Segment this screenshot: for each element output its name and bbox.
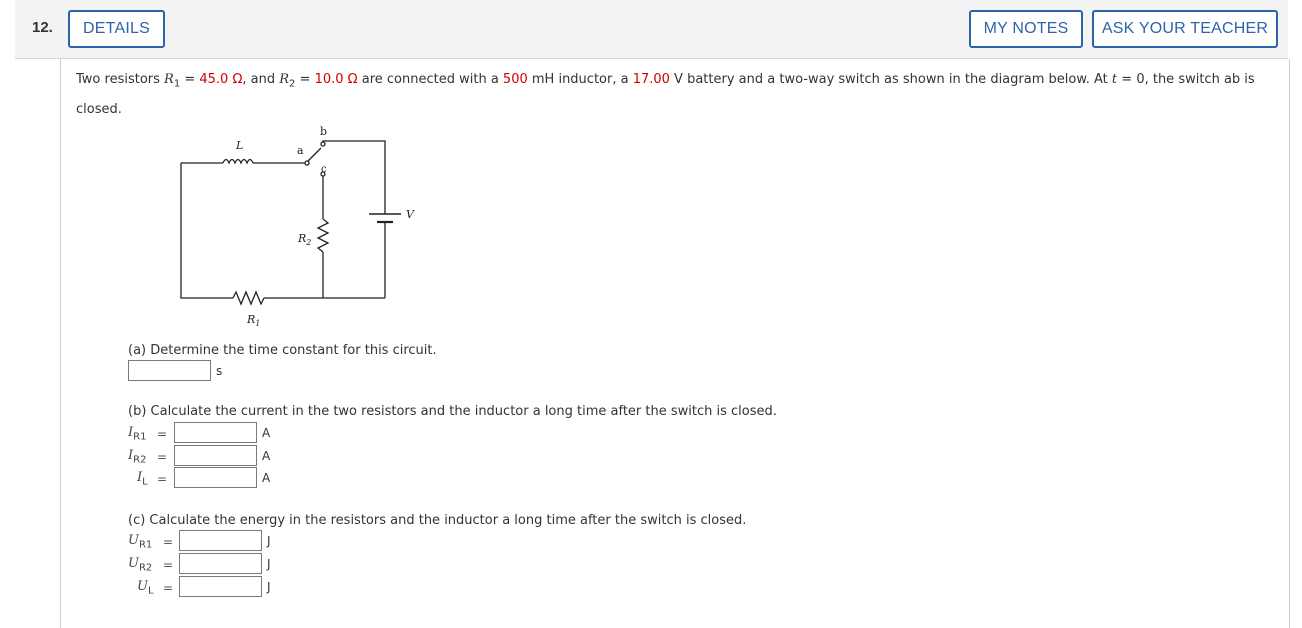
ir1-unit: A [262, 426, 271, 440]
circuit-diagram [161, 114, 414, 339]
label-r1: $R_1$ [247, 313, 261, 328]
part-a-input[interactable] [128, 360, 211, 381]
ul-label: $U_L$ [137, 579, 154, 597]
label-r2: $R_2$ [298, 232, 312, 247]
r2-resistor [318, 219, 328, 252]
switch-arm [308, 148, 321, 161]
ur1-label: $U_{R1}$ [128, 533, 153, 551]
label-v: V [406, 208, 414, 221]
ur1-equals: = [163, 535, 174, 549]
ul-input[interactable] [179, 576, 262, 597]
ir2-label: $I_{R2}$ [128, 448, 147, 466]
question-number: 12. [32, 19, 53, 36]
part-c-question: (c) Calculate the energy in the resistors and the inductor a long time after the switch is closed. [128, 513, 747, 528]
il-unit: A [262, 471, 271, 485]
voltage-value: 17.00 [632, 72, 670, 87]
label-b: b [320, 125, 328, 138]
my-notes-button[interactable]: MY NOTES [969, 10, 1083, 48]
ur1-unit: J [267, 534, 271, 548]
ur2-label: $U_{R2}$ [128, 556, 153, 574]
il-equals: = [157, 472, 168, 486]
label-l: L [236, 139, 244, 152]
question-header [15, 0, 1288, 59]
part-a-unit: s [216, 364, 223, 378]
ir1-equals: = [157, 427, 168, 441]
label-c: c [321, 164, 327, 175]
problem-statement: Two resistors $R_1 = 45.0$ Ω, and $R_2 = 10.0$ Ω are connected with a 500 mH inductor, a 17.00 V battery and a two-way switch as shown in the diagram below. At t = 0, the switch ab is closed. [76, 72, 1255, 117]
inductor-symbol [223, 160, 253, 164]
ir2-unit: A [262, 449, 271, 463]
ul-equals: = [163, 581, 174, 595]
ir2-input[interactable] [174, 445, 257, 466]
ur2-input[interactable] [179, 553, 262, 574]
details-button[interactable]: DETAILS [68, 10, 165, 48]
ir1-input[interactable] [174, 422, 257, 443]
r1-resistor [233, 292, 264, 304]
ur1-input[interactable] [179, 530, 262, 551]
question-content [60, 59, 1290, 628]
ur2-unit: J [267, 557, 271, 571]
ir2-equals: = [157, 450, 168, 464]
ul-unit: J [267, 580, 271, 594]
inductance-value: 500 [502, 72, 528, 87]
ur2-equals: = [163, 558, 174, 572]
il-label: $I_L$ [137, 470, 148, 488]
r2-value: 10.0 Ω [314, 72, 358, 87]
r1-value: 45.0 Ω [199, 72, 243, 87]
part-a-question: (a) Determine the time constant for this circuit. [128, 343, 437, 358]
il-input[interactable] [174, 467, 257, 488]
part-b-question: (b) Calculate the current in the two resistors and the inductor a long time after the switch is closed. [128, 404, 777, 419]
label-a: a [297, 144, 304, 157]
ask-your-teacher-button[interactable]: ASK YOUR TEACHER [1092, 10, 1278, 48]
ir1-label: $I_{R1}$ [128, 425, 147, 443]
